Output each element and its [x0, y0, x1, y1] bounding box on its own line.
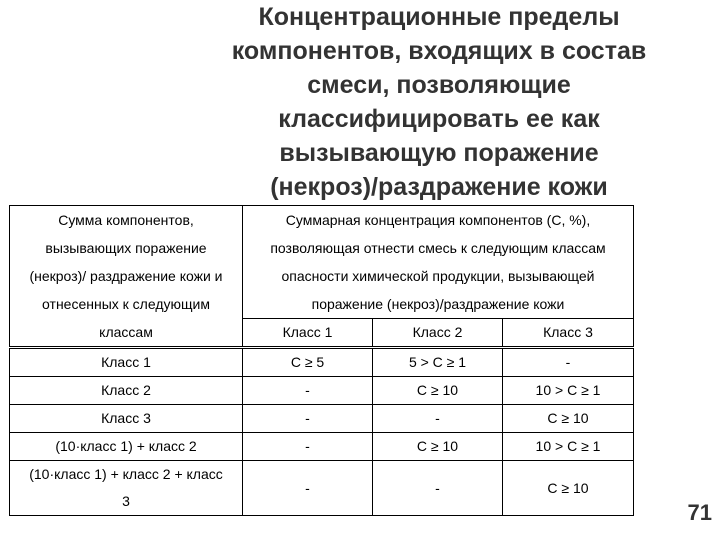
- table-cell: -: [503, 348, 634, 377]
- table-cell: 5 > С ≥ 1: [373, 348, 503, 377]
- table-row: [10, 377, 634, 405]
- header-text: классам: [99, 324, 153, 340]
- header-text: опасности химической продукции, вызывающей: [281, 268, 595, 284]
- row-label-text: 3: [122, 493, 130, 509]
- title-line: смеси, позволяющие: [307, 71, 571, 99]
- header-components-cell: [10, 206, 243, 348]
- table-cell: С ≥ 5: [243, 348, 373, 377]
- row-label: (10·класс 1) + класс 2: [10, 433, 243, 461]
- table-row: [10, 405, 634, 433]
- title-line: компонентов, входящих в состав: [231, 37, 647, 65]
- row-label: Класс 3: [10, 405, 243, 433]
- table-cell: С ≥ 10: [503, 461, 634, 516]
- table-cell: 10 > С ≥ 1: [503, 433, 634, 461]
- title-line: классифицировать ее как: [278, 105, 600, 133]
- table-header-row: [10, 206, 634, 319]
- row-label: [10, 461, 243, 516]
- header-text: Сумма компонентов,: [58, 212, 194, 228]
- table-cell: С ≥ 10: [373, 377, 503, 405]
- row-label: Класс 1: [10, 348, 243, 377]
- slide-title: [200, 0, 678, 204]
- table-row: [10, 461, 634, 516]
- header-text: позволяющая отнести смесь к следующим классам: [270, 240, 606, 256]
- table-cell: -: [243, 461, 373, 516]
- header-concentration-cell: [243, 206, 634, 319]
- table-row: [10, 433, 634, 461]
- table-cell: -: [243, 377, 373, 405]
- header-text: поражение (некроз)/раздражение кожи: [311, 296, 565, 312]
- table-cell: -: [243, 433, 373, 461]
- table-cell: -: [243, 405, 373, 433]
- table-cell: -: [373, 461, 503, 516]
- class-header-cell: Класс 1: [243, 319, 373, 348]
- concentration-table: [9, 205, 634, 516]
- table-cell: 10 > С ≥ 1: [503, 377, 634, 405]
- table-cell: С ≥ 10: [503, 405, 634, 433]
- class-header-cell: Класс 2: [373, 319, 503, 348]
- class-header-cell: Класс 3: [503, 319, 634, 348]
- header-text: вызывающих поражение: [45, 240, 207, 256]
- row-label-text: (10·класс 1) + класс 2 + класс: [29, 466, 223, 482]
- page-number: 71: [687, 500, 712, 525]
- table-cell: С ≥ 10: [373, 433, 503, 461]
- header-text: отнесенных к следующим: [42, 296, 210, 312]
- title-line: (некроз)/раздражение кожи: [270, 173, 608, 201]
- title-line: вызывающую поражение: [279, 139, 599, 167]
- table-row: [10, 348, 634, 377]
- header-text: (некроз)/ раздражение кожи и: [29, 268, 223, 284]
- row-label: Класс 2: [10, 377, 243, 405]
- title-line: Концентрационные пределы: [258, 3, 620, 31]
- header-text: Суммарная концентрация компонентов (С, %),: [285, 212, 591, 228]
- table-cell: -: [373, 405, 503, 433]
